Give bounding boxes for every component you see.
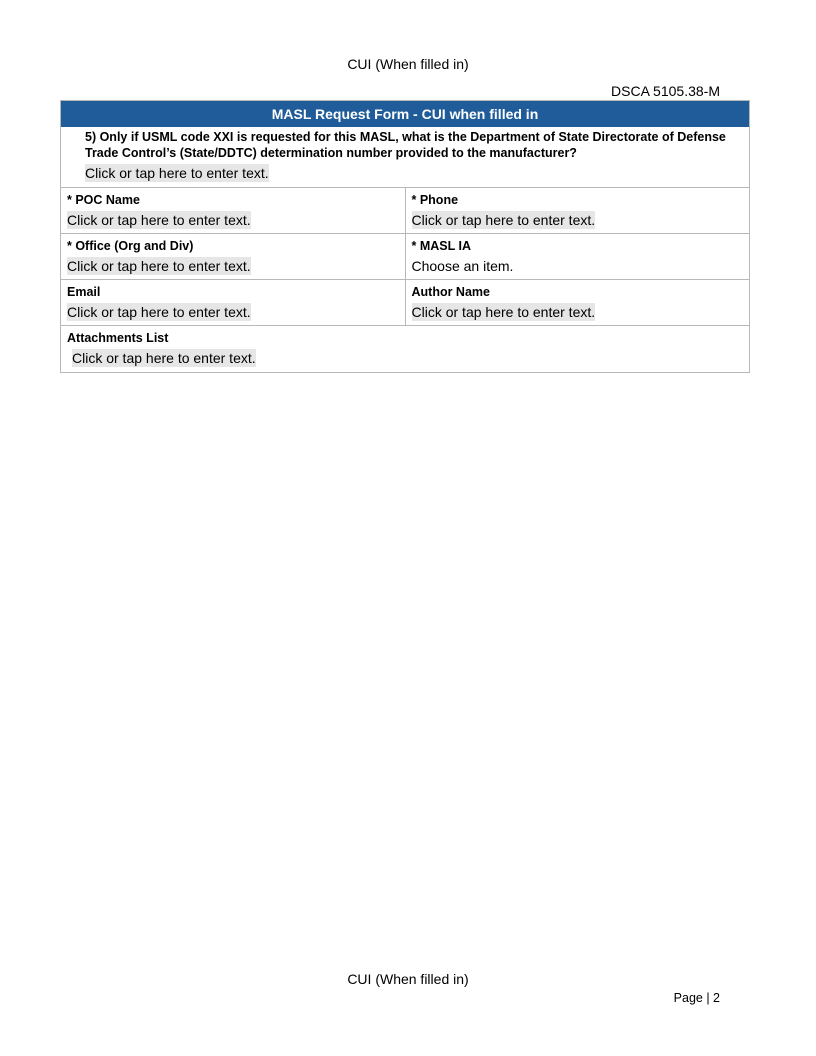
poc-name-label: * POC Name [67,193,140,207]
document-id: DSCA 5105.38-M [611,83,720,99]
masl-ia-label: * MASL IA [411,239,471,253]
form-row [61,188,749,234]
page-number: Page | 2 [673,991,720,1005]
office-cell [61,234,405,279]
form-row [61,280,749,326]
form-row [61,234,749,280]
attachments-input[interactable]: Click or tap here to enter text. [72,350,256,366]
author-name-cell [405,280,750,325]
form-title: MASL Request Form - CUI when filled in [61,101,749,127]
question-5 [61,127,749,188]
question-5-text: 5) Only if USML code XXI is requested for this MASL, what is the Department of State Directorate of Defense Trade Control’s (State/DDTC) determination number provided to the manufacturer? [85,130,726,160]
masl-ia-cell [405,234,750,279]
attachments-cell [61,326,749,372]
phone-input[interactable]: Click or tap here to enter text. [411,212,596,228]
ddtc-determination-input[interactable]: Click or tap here to enter text. [85,165,269,181]
email-label: Email [67,285,101,299]
poc-name-cell [61,188,405,233]
email-cell [61,280,405,325]
phone-cell [405,188,750,233]
attachments-label: Attachments List [67,331,169,345]
masl-request-form [60,100,750,373]
form-row [61,326,749,372]
email-input[interactable]: Click or tap here to enter text. [67,304,251,320]
phone-label: * Phone [411,193,459,207]
office-input[interactable]: Click or tap here to enter text. [67,258,251,274]
masl-ia-dropdown[interactable]: Choose an item. [411,258,514,274]
footer-classification: CUI (When filled in) [347,971,469,987]
header-classification: CUI (When filled in) [347,56,469,72]
office-label: * Office (Org and Div) [67,239,194,253]
author-name-input[interactable]: Click or tap here to enter text. [411,304,596,320]
poc-name-input[interactable]: Click or tap here to enter text. [67,212,251,228]
author-name-label: Author Name [411,285,490,299]
